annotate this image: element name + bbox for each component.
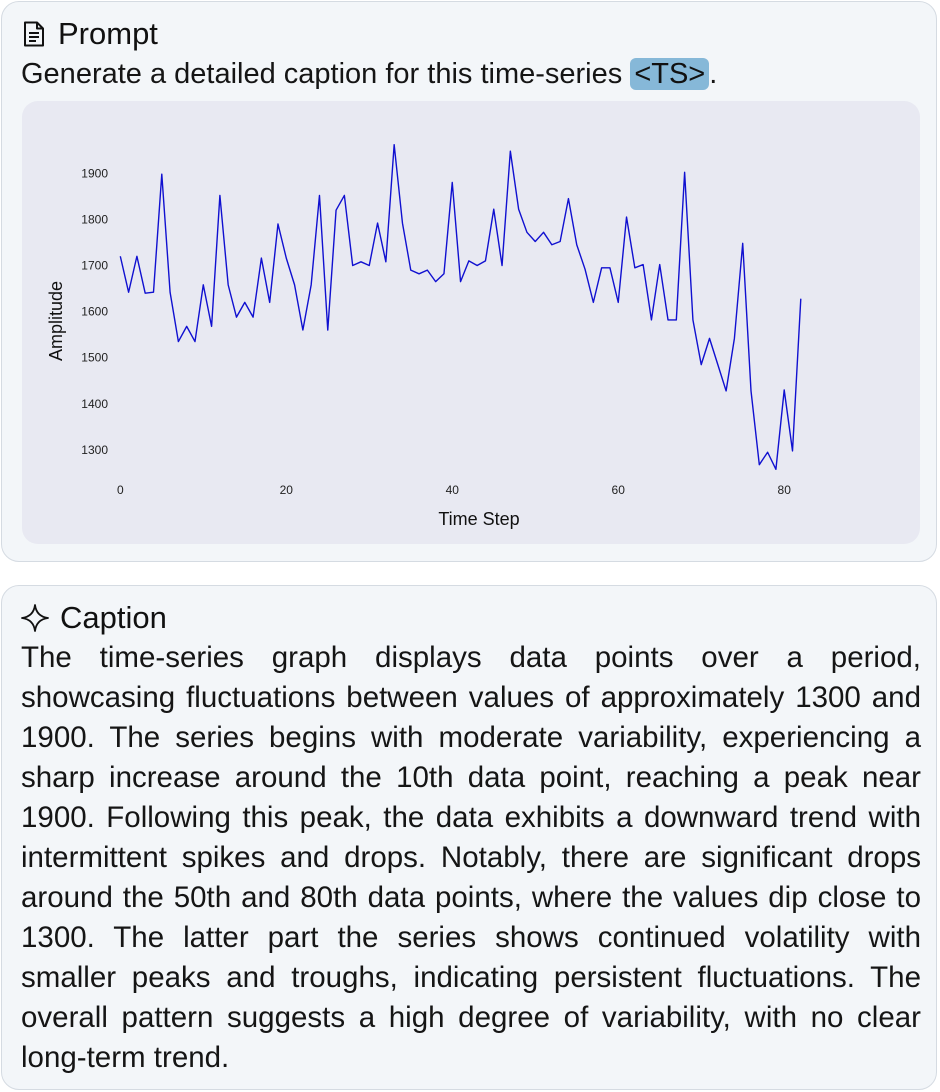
series-line (120, 145, 801, 470)
prompt-text-main: Generate a detailed caption for this time-series (21, 58, 631, 90)
y-tick-labels (81, 166, 108, 457)
time-series-chart (22, 101, 920, 544)
y-tick-label: 1800 (81, 212, 108, 227)
caption-header (20, 598, 167, 638)
x-tick-labels (117, 483, 791, 497)
x-tick-label: 0 (116, 483, 124, 497)
y-tick-label: 1600 (81, 304, 108, 319)
prompt-header (20, 14, 158, 54)
y-tick-label: 1300 (81, 442, 108, 457)
y-tick-label: 1400 (81, 396, 108, 411)
chart-area (22, 101, 920, 544)
caption-text: The time-series graph displays data points over a period, showcasing fluctuations between values of approximately 1300 and 1900. The series begins with moderate variability, experiencing a sharp increase around the 10th data point, reaching a peak near 1900. Following this peak, the data exhibits a downward trend with intermittent spikes and drops. Notably, there are significant drops around the 50th and 80th data points, where the values dip close to 1300. The latter part the series shows continued volatility with smaller peaks and troughs, indicating persistent fluctuations. The overall pattern suggests a high degree of variability, with no clear long-term trend. (21, 641, 921, 1074)
ts-tag: <TS> (630, 58, 709, 90)
y-tick-label: 1500 (81, 350, 108, 365)
prompt-text-end: . (709, 58, 718, 90)
document-icon (20, 20, 48, 48)
prompt-text (21, 54, 717, 94)
y-tick-label: 1700 (81, 258, 108, 273)
caption-title: Caption (60, 600, 167, 635)
x-tick-label: 40 (445, 483, 459, 497)
prompt-card (1, 1, 937, 562)
caption-card (1, 585, 937, 1090)
sparkle-icon (20, 603, 50, 633)
x-tick-label: 20 (279, 483, 293, 497)
prompt-title: Prompt (58, 16, 158, 51)
y-axis-label: Amplitude (46, 280, 66, 362)
x-tick-label: 80 (777, 483, 791, 497)
y-tick-label: 1900 (81, 166, 108, 181)
x-tick-label: 60 (611, 483, 625, 497)
x-axis-label: Time Step (438, 509, 520, 529)
